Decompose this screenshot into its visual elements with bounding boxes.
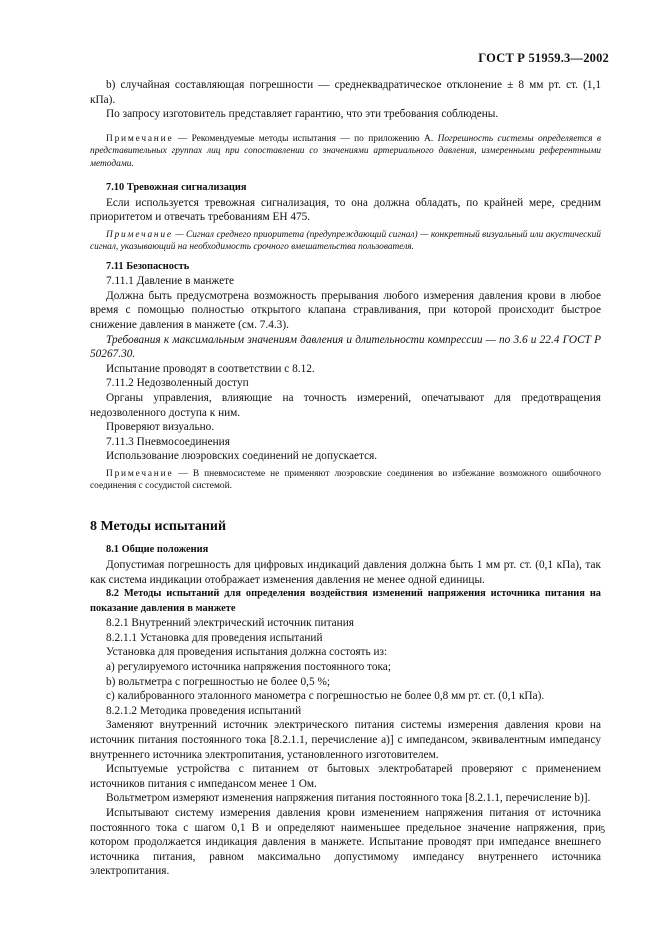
unauthorized-access-text: Органы управления, влияющие на точность измерений, опечатывают для предотвращения недозволенного доступа к ним. <box>90 391 601 419</box>
pneumatic-text: Использование люэровских соединений не допускается. <box>106 450 378 463</box>
test-setup-intro: Установка для проведения испытания должна состоять из: <box>106 646 388 659</box>
test-procedure-heading: 8.2.1.2 Методика проведения испытаний <box>106 704 302 717</box>
heading-8-1: 8.1 Общие положения <box>106 544 209 556</box>
general-provisions-text: Допустимая погрешность для цифровых индикаций давления должна быть 1 мм рт. ст. (0,1 кПа), так как система индикации отображает изменения давления не менее одной единицы. <box>90 558 601 586</box>
page-number: 5 <box>600 826 605 836</box>
pneumatic-heading: 7.11.3 Пневмосоединения <box>106 435 230 448</box>
note-test-methods: Примечание — Рекомендуемые методы испытания — по приложению А. Погрешность системы определяется в представительных группах лиц при сопоставлении со значениями артериального давления, измеренными референтными методами. <box>90 133 602 169</box>
note-alarm: Примечание — Сигнал среднего приоритета (предупреждающий сигнал) — конкретный визуальный или акустический сигнал, указывающий на необходимость срочного вмешательства пользователя. <box>90 229 601 253</box>
heading-7-10: 7.10 Тревожная сигнализация <box>106 182 247 193</box>
visual-check: Проверяют визуально. <box>106 421 215 434</box>
heading-section-8: 8 Методы испытаний <box>90 518 227 534</box>
procedure-p2: Испытуемые устройства с питанием от бытовых электробатарей проверяют с применением источников питания с импедансом менее 1 Ом. <box>90 763 601 790</box>
cuff-pressure-text: Должна быть предусмотрена возможность прерывания любого измерения давления крови в любое время с помощью полностью открытого клапана стравливания, при которой происходит быстрое снижение давления в манжете (см. 7.4.3). <box>90 289 601 331</box>
setup-item-c: c) калиброванного эталонного манометра с погрешностью не более 0,8 мм рт. ст. (0,1 кПа). <box>106 690 545 703</box>
procedure-p3: Вольтметром измеряют изменения напряжения питания постоянного тока [8.2.1.1, перечисление b)]. <box>106 792 591 805</box>
test-setup-heading: 8.2.1.1 Установка для проведения испытаний <box>106 631 323 644</box>
alarm-text: Если используется тревожная сигнализация, то она должна обладать, по крайней мере, средним приоритетом и отвечать требованиям ЕН 475. <box>90 196 601 224</box>
page-content <box>90 78 601 879</box>
unauthorized-access-heading: 7.11.2 Недозволенный доступ <box>106 377 249 390</box>
cuff-pressure-heading: 7.11.1 Давление в манжете <box>106 275 235 288</box>
item-b-random-error: b) случайная составляющая погрешности — среднеквадратическое отклонение ± 8 мм рт. ст. (1,1 кПа). <box>90 79 601 106</box>
heading-8-2: 8.2 Методы испытаний для определения воздействия изменений напряжения источника питания на показание давления в манжете <box>90 588 601 614</box>
setup-item-a: a) регулируемого источника напряжения постоянного тока; <box>106 661 391 674</box>
procedure-p1: Заменяют внутренний источник электрического питания системы измерения давления крови на источник питания постоянного тока [8.2.1.1, перечисление а)] с импедансом, эквивалентным импедансу внутреннего источника электропитания, установленного изготовителем. <box>90 719 601 761</box>
procedure-p4: Испытывают систему измерения давления крови изменением напряжения питания от источника постоянного тока с шагом 0,1 В и определяют наименьшее предельное значение напряжения, при котором продолжается индикация давления в манжете. Испытание проводят при импедансе внешнего источника питания, равном максимально допустимому импедансу внутреннего источника электропитания. <box>90 807 601 878</box>
standard-code-header: ГОСТ Р 51959.3—2002 <box>478 51 609 65</box>
test-ref-8-12: Испытание проводят в соответствии с 8.12. <box>106 362 315 375</box>
internal-power-heading: 8.2.1 Внутренний электрический источник питания <box>106 617 354 630</box>
note-luer: Примечание — В пневмосистеме не применяют люэровские соединения во избежание возможного ошибочного соединения с сосудистой системой. <box>90 468 601 492</box>
guarantee-text: По запросу изготовитель представляет гарантию, что эти требования соблюдены. <box>106 108 499 121</box>
note-label: Примечание <box>106 133 174 144</box>
heading-7-11: 7.11 Безопасность <box>106 260 190 272</box>
setup-item-b: b) вольтметра с погрешностью не более 0,5 %; <box>106 675 330 688</box>
compression-requirements: Требования к максимальным значениям давления и длительности компрессии — по 3.6 и 22.4 ГОСТ Р 50267.30. <box>90 333 601 361</box>
